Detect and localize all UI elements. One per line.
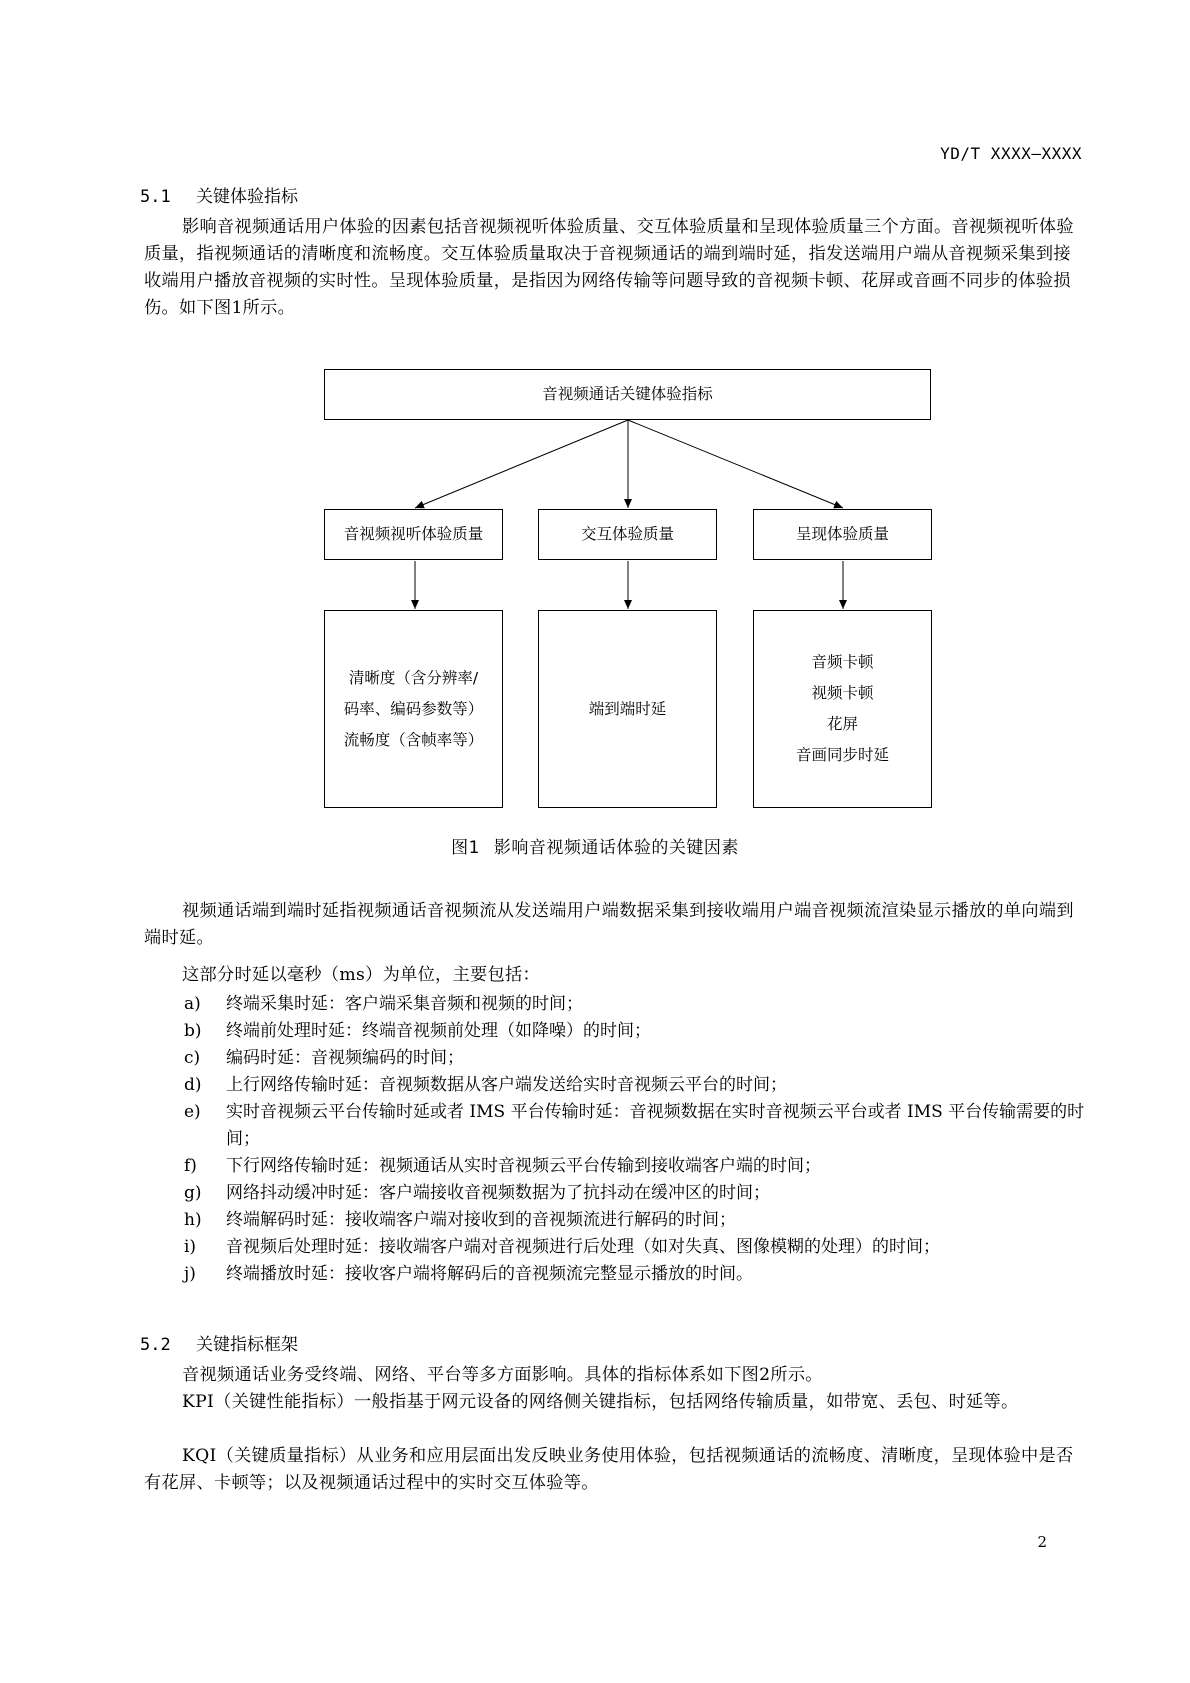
detail-line: 花屏 [826,715,858,733]
list-item-text: 终端解码时延：接收端客户端对接收到的音视频流进行解码的时间； [226,1210,736,1230]
list-item-text: 编码时延：音视频编码的时间； [226,1048,464,1068]
list-item-label: e) [184,1102,201,1122]
box-label: 呈现体验质量 [795,525,889,543]
list-item-label: h) [184,1210,202,1230]
box-presentation-quality [753,509,932,560]
detail-line: 流畅度（含帧率等） [343,730,484,749]
caption-text: 影响音视频通话体验的关键因素 [493,838,739,858]
box-av-quality [324,509,503,560]
list-item-text: 终端前处理时延：终端音视频前处理（如降噪）的时间； [226,1021,651,1041]
box-key-experience-indicators [324,369,931,420]
list-item-text: 实时音视频云平台传输时延或者 IMS 平台传输时延：音视频数据在实时音视频云平台或者 IMS 平台传输需要的时间； [226,1102,1085,1149]
list-item-label: d) [184,1075,202,1095]
list-item-text: 网络抖动缓冲时延：客户端接收音视频数据为了抗抖动在缓冲区的时间； [226,1183,770,1203]
box-latency-detail [538,610,717,808]
list-item-text: 终端播放时延：接收客户端将解码后的音视频流完整显示播放的时间。 [226,1264,753,1284]
detail-line: 码率、编码参数等） [343,699,484,718]
list-item-label: j) [184,1264,196,1284]
list-item [184,1045,1088,1072]
section-5-2-heading [140,1330,298,1355]
detail-line: 端到端时延 [588,699,667,718]
section-title: 关键体验指标 [196,187,298,207]
figure-1-caption [0,833,1190,858]
section-5-2-paragraph-1: 音视频通话业务受终端、网络、平台等多方面影响。具体的指标体系如下图2所示。 [182,1365,823,1385]
caption-number: 图1 [451,838,480,858]
list-item-label: i) [184,1237,197,1257]
list-item [184,1153,1088,1180]
box-label: 交互体验质量 [580,525,674,543]
latency-component-list [184,991,1088,1288]
detail-line: 视频卡顿 [811,684,874,702]
section-number: 5.2 [140,1335,171,1355]
section-5-2-paragraph-kqi: KQI（关键质量指标）从业务和应用层面出发反映业务使用体验，包括视频通话的流畅度、清晰度，呈现体验中是否有花屏、卡顿等；以及视频通话过程中的实时交互体验等。 [144,1446,1074,1493]
latency-definition-paragraph: 视频通话端到端时延指视频通话音视频流从发送端用户端数据采集到接收端用户端音视频流渲染显示播放的单向端到端时延。 [144,901,1074,948]
arrow-to-av-quality [415,420,628,508]
list-item [184,991,1088,1018]
latency-intro-paragraph: 这部分时延以毫秒（ms）为单位，主要包括： [182,965,540,985]
list-item [184,1099,1088,1153]
box-label: 音视频通话关键体验指标 [542,385,713,403]
page-number: 2 [1037,1533,1047,1551]
list-item-text: 上行网络传输时延：音视频数据从客户端发送给实时音视频云平台的时间； [226,1075,787,1095]
list-item-label: b) [184,1021,202,1041]
section-number: 5.1 [140,187,171,207]
detail-line: 音画同步时延 [795,746,889,764]
list-item [184,1180,1088,1207]
list-item [184,1072,1088,1099]
box-label: 音视频视听体验质量 [343,525,484,543]
box-interaction-quality [538,509,717,560]
list-item-text: 音视频后处理时延：接收端客户端对音视频进行后处理（如对失真、图像模糊的处理）的时间； [226,1237,940,1257]
list-item-label: g) [184,1183,202,1203]
section-5-2-paragraph-kpi: KPI（关键性能指标）一般指基于网元设备的网络侧关键指标，包括网络传输质量，如带宽、丢包、时延等。 [182,1392,1019,1412]
list-item-label: a) [184,994,201,1014]
list-item-label: f) [184,1156,197,1176]
list-item [184,1018,1088,1045]
document-code: YD/T XXXX—XXXX [940,144,1082,163]
box-av-quality-details [324,610,503,808]
list-item [184,1207,1088,1234]
list-item-text: 下行网络传输时延：视频通话从实时音视频云平台传输到接收端客户端的时间； [226,1156,821,1176]
section-5-1-paragraph: 影响音视频通话用户体验的因素包括音视频视听体验质量、交互体验质量和呈现体验质量三个方面。音视频视听体验质量，指视频通话的清晰度和流畅度。交互体验质量取决于音视频通话的端到端时延，指发送端用户端从音视频采集到接收端用户播放音视频的实时性。呈现体验质量，是指因为网络传输等问题导致的音视频卡顿、花屏或音画不同步的体验损伤。如下图1所示。 [144,217,1074,318]
detail-line: 清晰度（含分辨率/ [348,668,479,687]
detail-line: 音频卡顿 [811,653,874,671]
box-presentation-details [753,610,932,808]
section-title: 关键指标框架 [196,1335,298,1355]
arrow-to-presentation-quality [628,420,843,508]
list-item-label: c) [184,1048,201,1068]
list-item [184,1261,1088,1288]
list-item-text: 终端采集时延：客户端采集音频和视频的时间； [226,994,583,1014]
list-item [184,1234,1088,1261]
